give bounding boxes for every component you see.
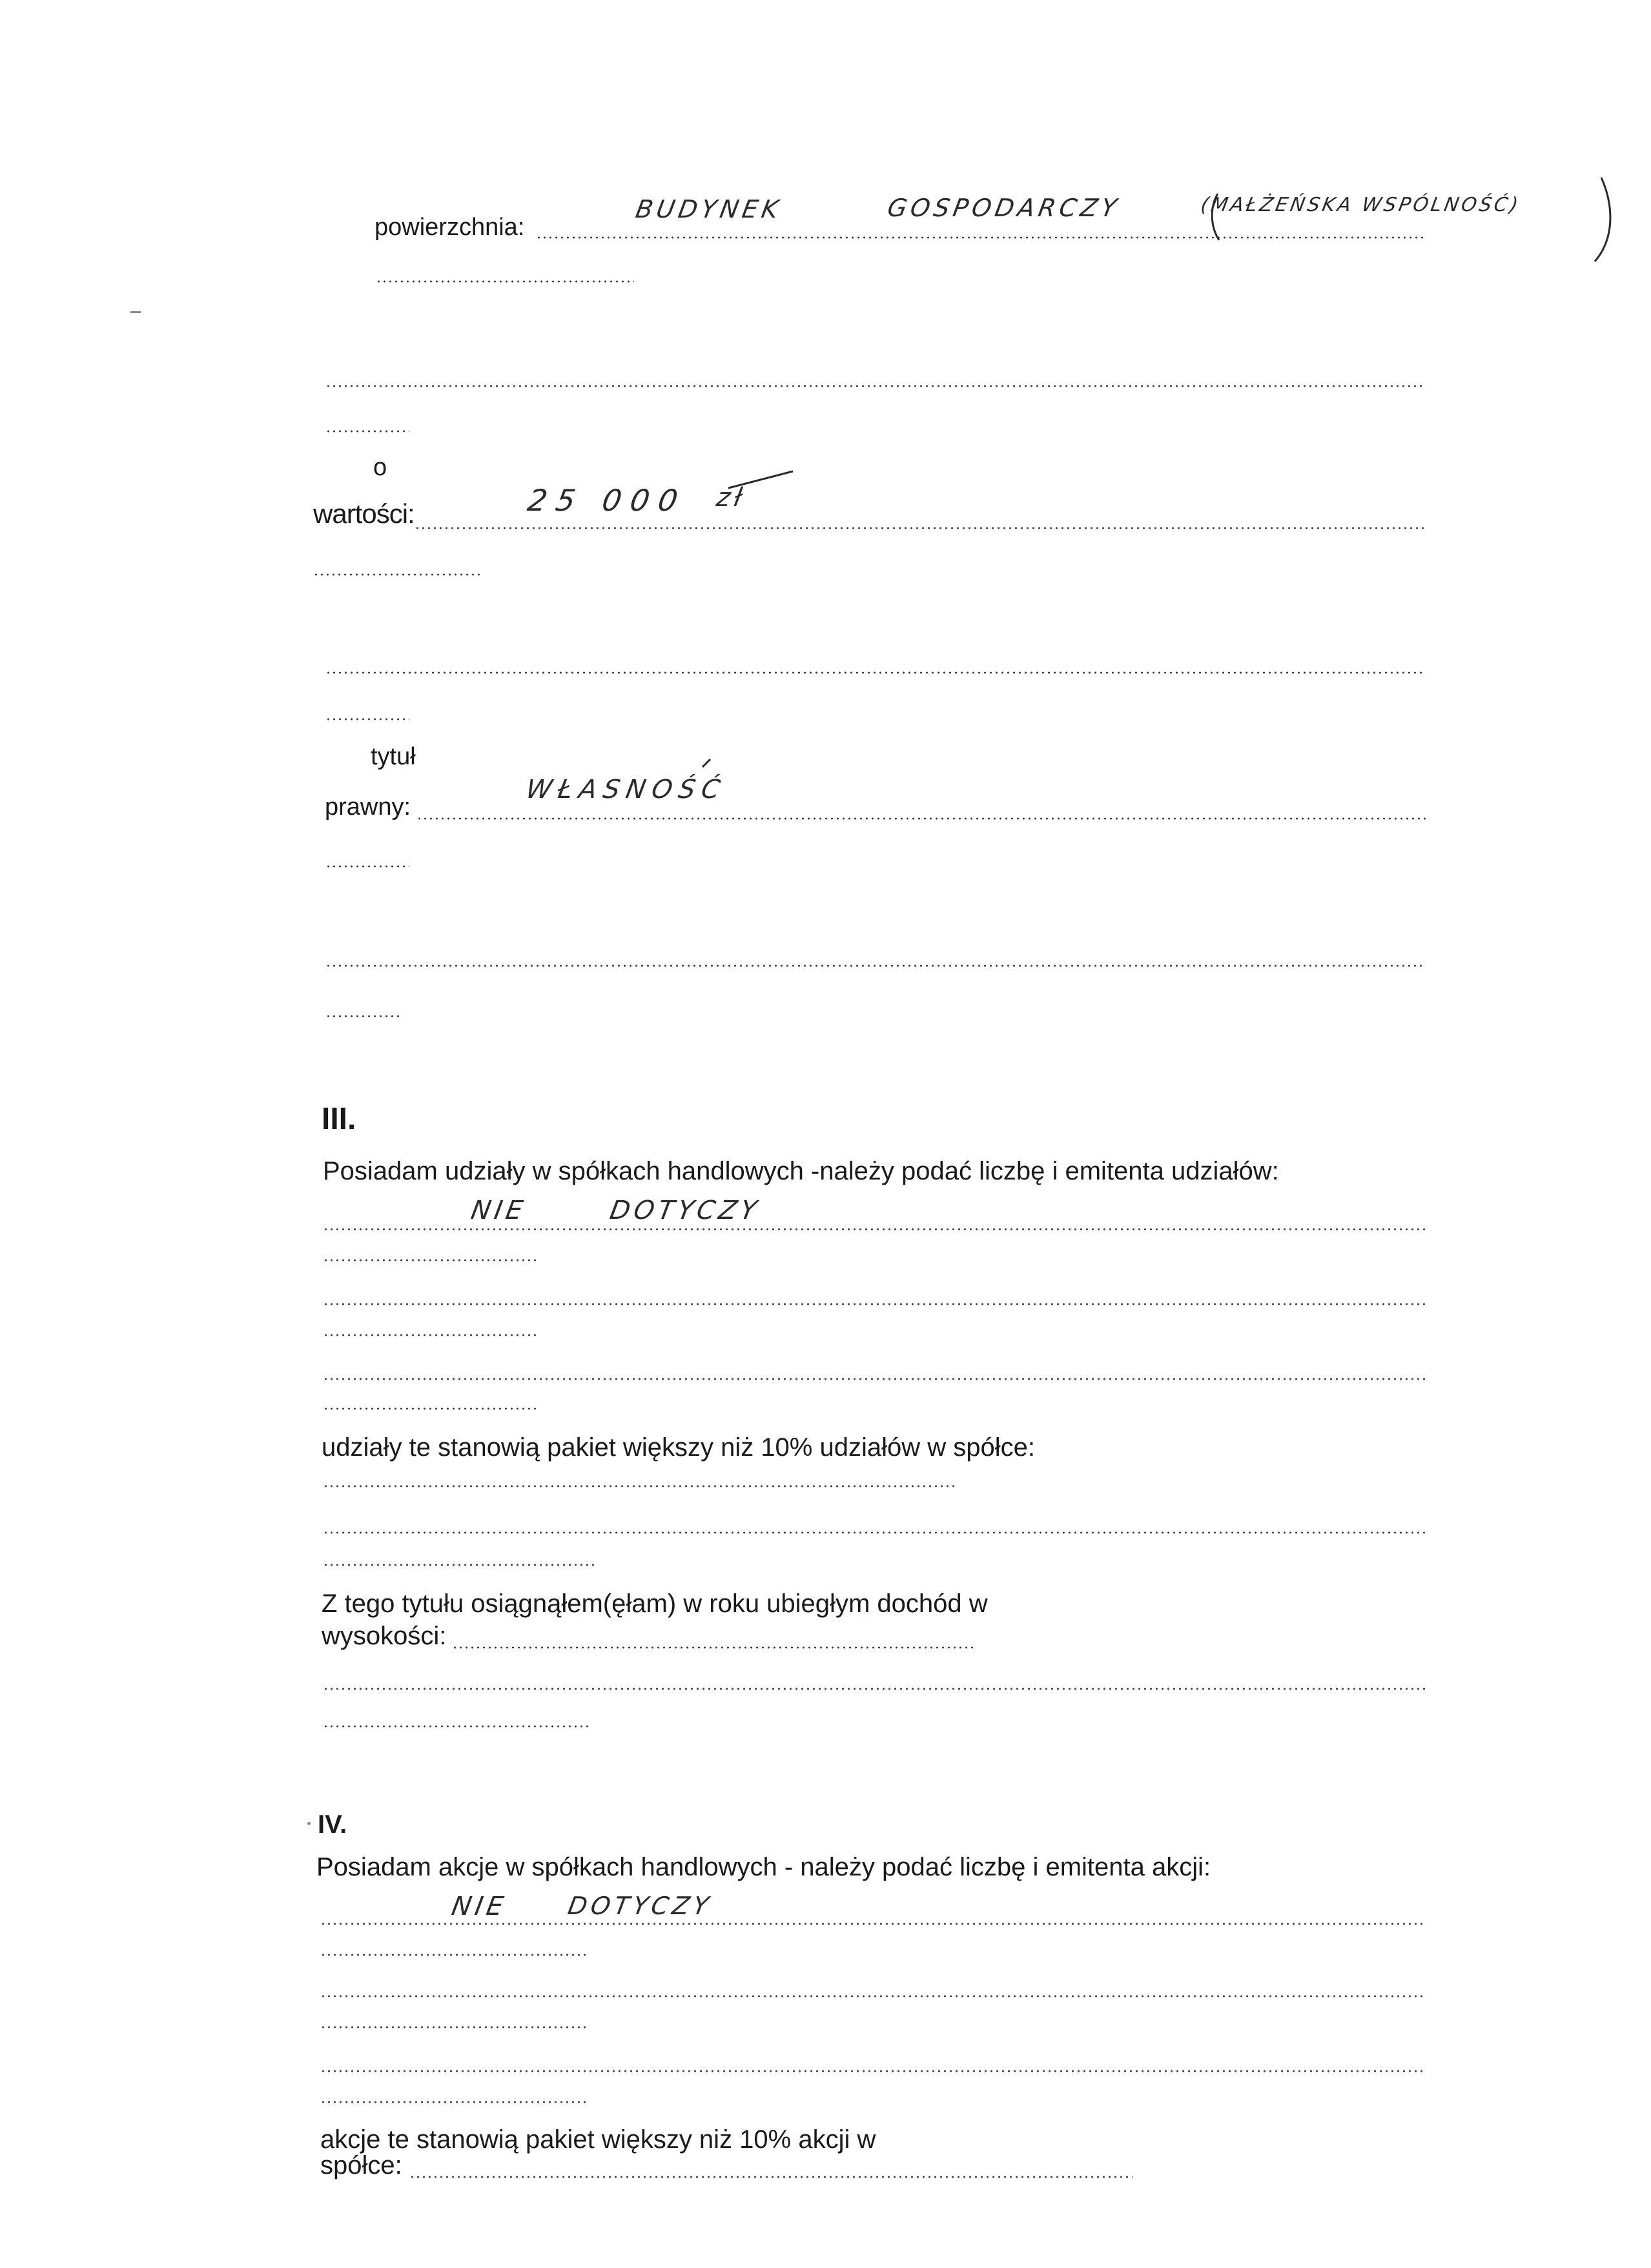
section-3-handwritten: NIE [468, 1196, 529, 1225]
prawny-label: prawny: [325, 793, 411, 821]
section-3-income-line-1: Z tego tytułu osiągnąłem(ęłam) w roku ubiegłym dochód w [322, 1589, 988, 1618]
section-3-heading: Posiadam udziały w spółkach handlowych -należy podać liczbę i emitenta udziałów: [323, 1157, 1279, 1185]
section-4-heading: Posiadam akcje w spółkach handlowych - należy podać liczbę i emitenta akcji: [316, 1853, 1211, 1881]
powierzchnia-handwritten-2: GOSPODARCZY [885, 194, 1123, 222]
section-4-stake-line-2: spółce: [320, 2151, 402, 2180]
wartosci-label: wartości: [313, 498, 415, 529]
section-3-income-line-2: wysokości: [322, 1622, 447, 1650]
wartosci-label-o: o [373, 454, 387, 481]
wartosci-handwritten: 25 000 [525, 483, 690, 518]
section-4-handwritten-2: DOTYCZY [566, 1892, 715, 1920]
section-4-stake-line-1: akcje te stanowią pakiet większy niż 10% akcji w [320, 2125, 876, 2154]
tytul-handwritten: WŁASNOŚĆ [523, 775, 729, 804]
section-3-stake-label: udziały te stanowią pakiet większy niż 10% udziałów w spółce: [322, 1433, 1035, 1462]
section-3-numeral: III. [322, 1102, 356, 1136]
powierzchnia-handwritten-3: (MAŁŻEŃSKA WSPÓLNOŚĆ) [1198, 194, 1523, 216]
section-3-handwritten-2: DOTYCZY [607, 1196, 763, 1225]
powierzchnia-handwritten: BUDYNEK [633, 195, 784, 223]
wartosci-handwritten-2: zł [713, 483, 748, 513]
tytul-label: tytuł [371, 743, 416, 770]
section-4-handwritten: NIE [449, 1892, 510, 1921]
powierzchnia-label: powierzchnia: [374, 214, 525, 241]
section-4-numeral: IV. [318, 1810, 347, 1839]
